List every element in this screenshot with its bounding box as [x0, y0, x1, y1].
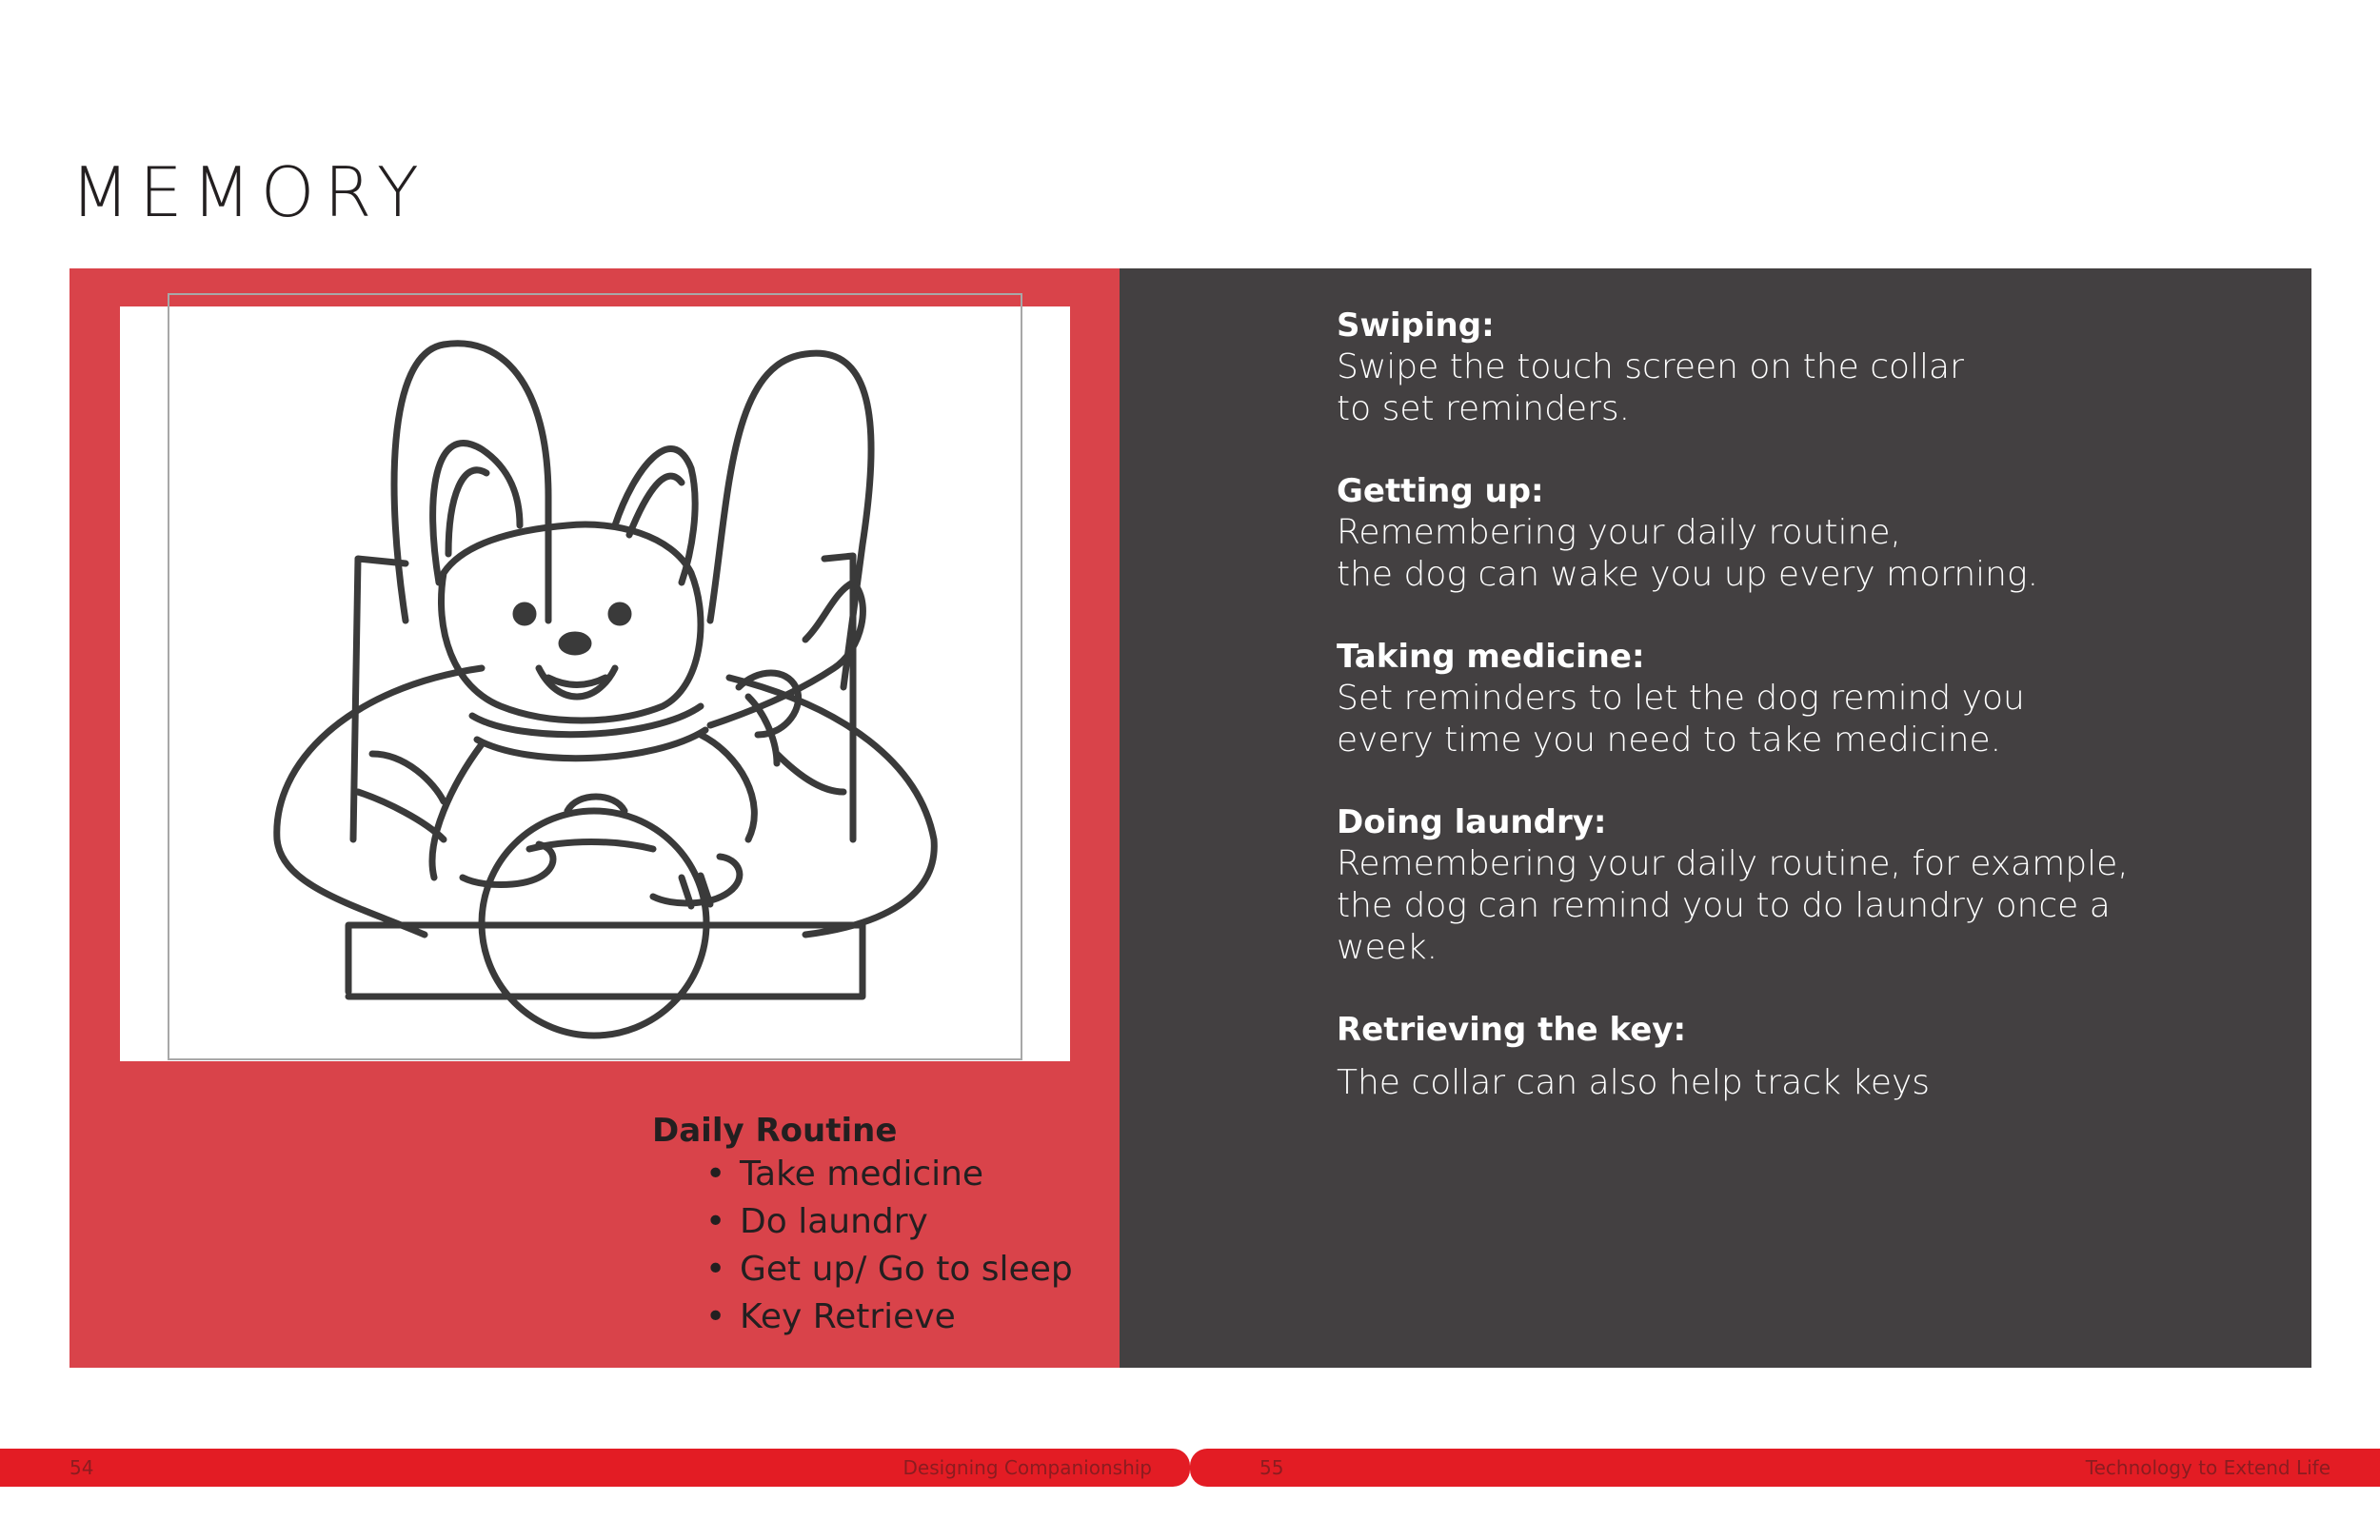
illustration-panel [69, 268, 1120, 1368]
section-doing-laundry [1337, 801, 2270, 969]
section-body: The collar can also help track keys [1337, 1063, 1931, 1102]
features-panel [1120, 268, 2311, 1368]
section-retrieving-key [1337, 1009, 2270, 1104]
section-taking-medicine [1337, 636, 2270, 761]
footer-title-right: Technology to Extend Life [2085, 1456, 2330, 1479]
section-getting-up [1337, 470, 2270, 596]
routine-item: • Key Retrieve [705, 1300, 1073, 1334]
section-heading: Taking medicine: [1337, 638, 1645, 676]
section-body: Remembering your daily routine, the dog can wake you up every morning. [1337, 513, 2039, 594]
page-number-right: 55 [1259, 1456, 1284, 1479]
footer-title-left: Designing Companionship [902, 1456, 1152, 1479]
footer-right-bar [1190, 1449, 2380, 1487]
daily-routine-list [652, 1112, 1073, 1348]
page-title: MEMORY [70, 152, 428, 232]
section-body: Swipe the touch screen on the collar to set reminders. [1337, 347, 1964, 428]
section-heading: Retrieving the key: [1337, 1011, 1687, 1049]
footer-left-bar [0, 1449, 1190, 1487]
routine-item: • Take medicine [705, 1157, 1073, 1192]
section-body: Remembering your daily routine, for example, the dog can remind you to do laundry once a week. [1337, 844, 2129, 967]
section-body: Set reminders to let the dog remind you every time you need to take medicine. [1337, 679, 2025, 760]
section-swiping [1337, 305, 2270, 430]
image-border [168, 293, 1022, 1060]
routine-heading: Daily Routine [652, 1112, 898, 1150]
routine-item: • Do laundry [705, 1205, 1073, 1239]
section-heading: Getting up: [1337, 472, 1544, 510]
routine-item: • Get up/ Go to sleep [705, 1253, 1073, 1287]
page-number-left: 54 [69, 1456, 94, 1479]
section-heading: Doing laundry: [1337, 803, 1607, 841]
illustration-frame [120, 306, 1070, 1061]
section-heading: Swiping: [1337, 306, 1495, 345]
